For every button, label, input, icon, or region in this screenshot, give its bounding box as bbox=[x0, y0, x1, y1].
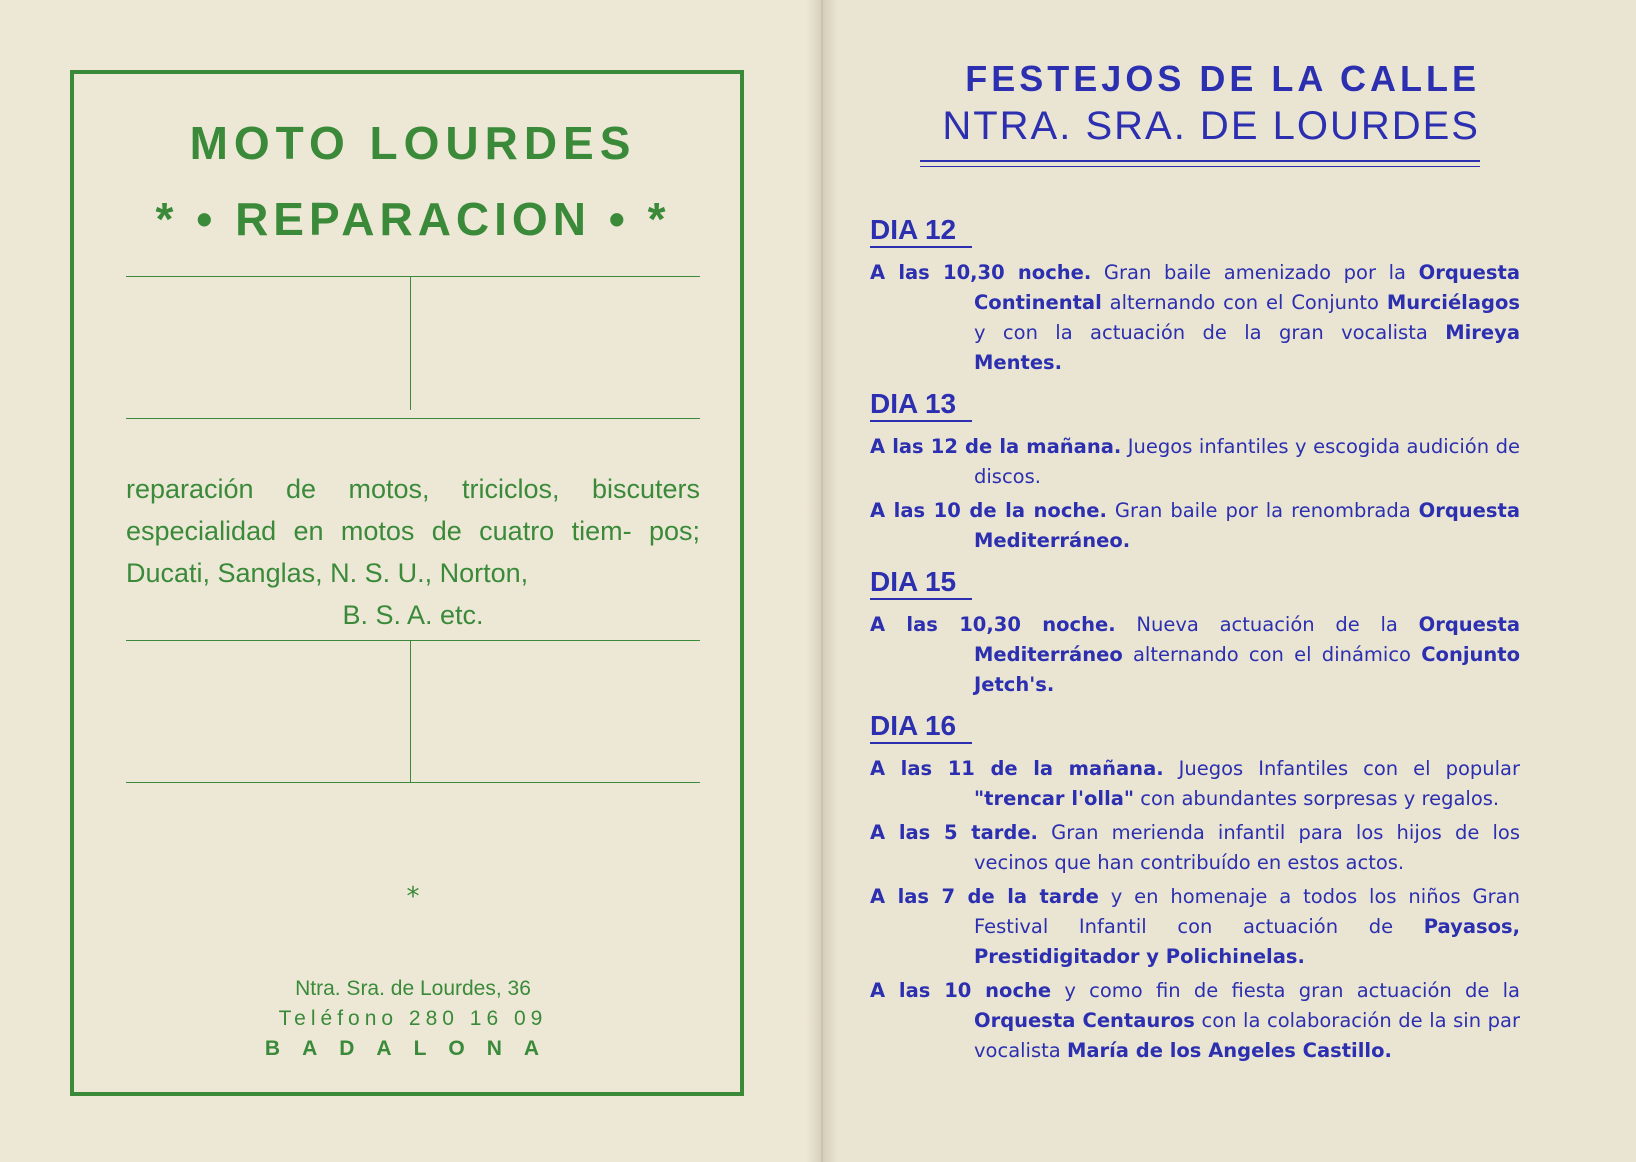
ad-star: * bbox=[406, 882, 420, 912]
event-highlight: Orquesta Mediterráneo bbox=[974, 613, 1520, 666]
event-highlight: Orquesta Mediterráneo. bbox=[974, 499, 1520, 552]
event-highlight: Orquesta Centauros bbox=[974, 1009, 1195, 1032]
event-highlight: María de los Angeles Castillo. bbox=[1066, 1039, 1392, 1062]
divider bbox=[126, 418, 700, 419]
day-heading: DIA 16 bbox=[870, 710, 972, 744]
event-highlight: Conjunto Jetch's. bbox=[974, 643, 1520, 696]
ad-phone: Teléfono 280 16 09 bbox=[278, 1007, 548, 1030]
divider bbox=[126, 782, 700, 783]
event-text: y con la actuación de la gran vocalista bbox=[974, 321, 1446, 344]
event-item bbox=[870, 258, 1520, 378]
day-block bbox=[870, 208, 1520, 378]
day-heading: DIA 15 bbox=[870, 566, 972, 600]
ad-box bbox=[70, 70, 744, 1096]
event-highlight: "trencar l'olla" bbox=[974, 787, 1135, 810]
description-line: especialidad en motos de cuatro tiem- bbox=[126, 516, 632, 546]
ad-address-block bbox=[126, 974, 700, 1064]
day-heading: DIA 12 bbox=[870, 214, 972, 248]
event-text: Gran baile por la renombrada bbox=[1106, 499, 1419, 522]
ad-address: Ntra. Sra. de Lourdes, 36 bbox=[295, 977, 531, 1000]
book-gutter bbox=[806, 0, 838, 1162]
description-line: B. S. A. etc. bbox=[342, 600, 484, 630]
event-time: A las 7 de la tarde bbox=[870, 885, 1099, 908]
programme-days bbox=[870, 208, 1520, 1070]
description-line: pos; Ducati, Sanglas, N. S. U., Norton, bbox=[126, 516, 700, 588]
event-time: A las 5 tarde. bbox=[870, 821, 1038, 844]
event-text: Juegos infantiles y escogida audición de discos. bbox=[974, 435, 1520, 488]
ad-city: BADALONA bbox=[264, 1037, 562, 1060]
event-text: alternando con el dinámico bbox=[1122, 643, 1422, 666]
event-time: A las 10,30 noche. bbox=[870, 613, 1116, 636]
event-text: Juegos Infantiles con el popular bbox=[1163, 757, 1520, 780]
event-item bbox=[870, 496, 1520, 556]
divider bbox=[126, 276, 700, 277]
event-item bbox=[870, 882, 1520, 972]
event-text: con abundantes sorpresas y regalos. bbox=[1134, 787, 1500, 810]
event-text: Gran baile amenizado por la bbox=[1091, 261, 1419, 284]
programme-title: FESTEJOS DE LA CALLE bbox=[965, 58, 1480, 99]
event-time: A las 11 de la mañana. bbox=[870, 757, 1164, 780]
title-rule bbox=[920, 160, 1480, 162]
event-text: Nueva actuación de la bbox=[1115, 613, 1419, 636]
divider bbox=[410, 640, 411, 782]
event-highlight: Mireya Mentes. bbox=[974, 321, 1520, 374]
event-item bbox=[870, 610, 1520, 700]
event-item bbox=[870, 754, 1520, 814]
divider bbox=[126, 640, 700, 641]
event-time: A las 12 de la mañana. bbox=[870, 435, 1122, 458]
event-item bbox=[870, 976, 1520, 1066]
day-block bbox=[870, 704, 1520, 1066]
event-item bbox=[870, 432, 1520, 492]
event-text: alternando con el Conjunto bbox=[1101, 291, 1387, 314]
day-heading: DIA 13 bbox=[870, 388, 972, 422]
event-highlight: Orquesta Continental bbox=[974, 261, 1520, 314]
description-line: reparación de motos, triciclos, biscuters bbox=[126, 474, 700, 504]
divider bbox=[410, 276, 411, 410]
event-highlight: Payasos, Prestidigitador y Polichinelas. bbox=[974, 915, 1520, 968]
event-time: A las 10 de la noche. bbox=[870, 499, 1107, 522]
title-rule bbox=[920, 166, 1480, 167]
day-block bbox=[870, 560, 1520, 700]
right-page bbox=[822, 0, 1636, 1162]
ad-description bbox=[126, 468, 700, 636]
ad-title: MOTO LOURDES bbox=[189, 117, 637, 169]
event-text: y como fin de fiesta gran actuación de la bbox=[1051, 979, 1520, 1002]
event-text: y en homenaje a todos los niños Gran Festival Infantil con actuación de bbox=[974, 885, 1520, 938]
event-time: A las 10 noche bbox=[870, 979, 1052, 1002]
event-time: A las 10,30 noche. bbox=[870, 261, 1092, 284]
day-block bbox=[870, 382, 1520, 556]
event-text: con la colaboración de la sin par vocalista bbox=[974, 1009, 1520, 1062]
event-item bbox=[870, 818, 1520, 878]
programme-subtitle: NTRA. SRA. DE LOURDES bbox=[942, 104, 1480, 148]
event-highlight: Murciélagos bbox=[1386, 291, 1520, 314]
ad-subtitle: * • REPARACION • * bbox=[155, 193, 671, 245]
event-text: Gran merienda infantil para los hijos de los vecinos que han contribuído en estos actos. bbox=[974, 821, 1520, 874]
